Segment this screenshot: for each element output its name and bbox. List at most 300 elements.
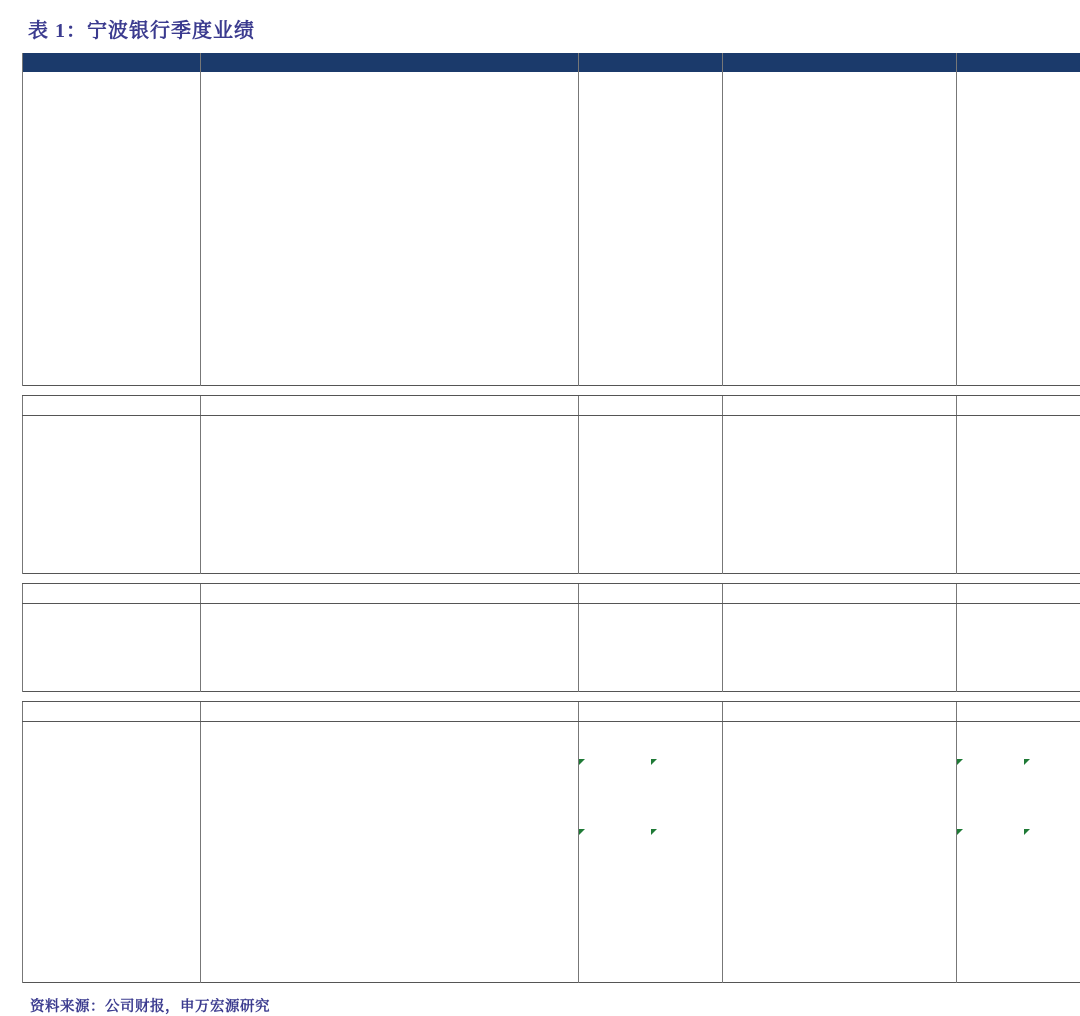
cell-h-change-0 <box>957 89 1024 106</box>
cell-2Q18 <box>516 159 579 176</box>
table-row <box>23 281 1080 298</box>
col-header-q-qoq-0 <box>579 53 651 72</box>
cell-2H17 <box>801 451 879 468</box>
cell-h-change-0 <box>957 281 1024 298</box>
cell-1H18 <box>879 486 957 503</box>
cell-1H17 <box>723 142 801 159</box>
cell-1Q17 <box>201 555 264 573</box>
cell-1Q17 <box>201 878 264 895</box>
cell-1Q18 <box>453 263 516 280</box>
cell-q-change-0 <box>579 638 651 655</box>
cell-1Q18 <box>453 229 516 246</box>
cell-q-change-0 <box>579 433 651 450</box>
cell-h-change-1 <box>1024 520 1080 537</box>
cell-1Q17 <box>201 333 264 350</box>
cell-3Q17 <box>327 246 390 263</box>
cell-1H18 <box>879 416 957 434</box>
cell-1H18 <box>879 808 957 825</box>
cell-2Q17 <box>264 555 327 573</box>
cell-h-change-0 <box>957 930 1024 947</box>
cell-q-change-0 <box>579 948 651 965</box>
cell-2Q18 <box>516 656 579 673</box>
cell-2Q18 <box>516 433 579 450</box>
col-header-h-hoh-0 <box>957 701 1024 721</box>
cell-4Q17 <box>390 298 453 315</box>
cell-q-change-1 <box>651 895 723 912</box>
cell-4Q17 <box>390 315 453 332</box>
table-row <box>23 159 1080 176</box>
cell-2H17 <box>801 142 879 159</box>
cell-2Q17 <box>264 368 327 386</box>
cell-2H17 <box>801 965 879 983</box>
cell-2Q18 <box>516 895 579 912</box>
cell-2H17 <box>801 486 879 503</box>
cell-q-change-1 <box>651 878 723 895</box>
cell-4Q17 <box>390 878 453 895</box>
cell-2Q18 <box>516 756 579 773</box>
table-row <box>23 538 1080 555</box>
cell-4Q17 <box>390 89 453 106</box>
cell-q-change-0 <box>579 673 651 691</box>
cell-q-change-1 <box>651 468 723 485</box>
cell-2Q17 <box>264 246 327 263</box>
cell-2H17 <box>801 895 879 912</box>
cell-3Q17 <box>327 843 390 860</box>
cell-4Q17 <box>390 843 453 860</box>
cell-1H17 <box>723 433 801 450</box>
cell-4Q17 <box>390 229 453 246</box>
cell-q-change-1 <box>651 538 723 555</box>
row-label <box>23 538 201 555</box>
row-label <box>23 468 201 485</box>
cell-1H18 <box>879 603 957 621</box>
cell-4Q17 <box>390 451 453 468</box>
cell-1Q17 <box>201 739 264 756</box>
cell-q-change-0 <box>579 721 651 739</box>
cell-h-change-0 <box>957 368 1024 386</box>
cell-q-change-1 <box>651 503 723 520</box>
cell-3Q17 <box>327 826 390 843</box>
cell-1H17 <box>723 333 801 350</box>
cell-h-change-0 <box>957 176 1024 193</box>
cell-q-change-1 <box>651 808 723 825</box>
cell-2H17 <box>801 416 879 434</box>
cell-1H18 <box>879 211 957 228</box>
cell-2Q18 <box>516 211 579 228</box>
cell-3Q17 <box>327 142 390 159</box>
cell-1Q17 <box>201 89 264 106</box>
cell-q-change-1 <box>651 965 723 983</box>
cell-1H17 <box>723 739 801 756</box>
col-header-1Q18 <box>453 583 516 603</box>
cell-2H17 <box>801 948 879 965</box>
col-header-h-hoh-0 <box>957 396 1024 416</box>
cell-2Q18 <box>516 281 579 298</box>
cell-2Q18 <box>516 861 579 878</box>
cell-1H17 <box>723 948 801 965</box>
table-row <box>23 229 1080 246</box>
cell-4Q17 <box>390 673 453 691</box>
cell-4Q17 <box>390 333 453 350</box>
cell-4Q17 <box>390 965 453 983</box>
row-label <box>23 774 201 791</box>
table-row <box>23 433 1080 450</box>
row-label <box>23 948 201 965</box>
cell-1Q17 <box>201 721 264 739</box>
cell-h-change-0 <box>957 433 1024 450</box>
cell-q-change-1 <box>651 263 723 280</box>
cell-1H17 <box>723 124 801 141</box>
cell-1H17 <box>723 89 801 106</box>
cell-h-change-1 <box>1024 298 1080 315</box>
table-row <box>23 451 1080 468</box>
cell-3Q17 <box>327 211 390 228</box>
cell-1H18 <box>879 791 957 808</box>
cell-4Q17 <box>390 930 453 947</box>
table-row <box>23 124 1080 141</box>
cell-1H18 <box>879 555 957 573</box>
cell-1Q17 <box>201 211 264 228</box>
row-label <box>23 416 201 434</box>
cell-h-change-0 <box>957 555 1024 573</box>
cell-q-change-0 <box>579 468 651 485</box>
cell-2H17 <box>801 107 879 124</box>
cell-1H18 <box>879 895 957 912</box>
cell-h-change-1 <box>1024 555 1080 573</box>
cell-1Q18 <box>453 503 516 520</box>
cell-3Q17 <box>327 861 390 878</box>
cell-2Q18 <box>516 451 579 468</box>
cell-1Q17 <box>201 263 264 280</box>
cell-q-change-1 <box>651 281 723 298</box>
cell-2H17 <box>801 621 879 638</box>
row-label <box>23 739 201 756</box>
source-note: 资料来源：公司财报，申万宏源研究 <box>22 983 1058 1016</box>
row-label <box>23 350 201 367</box>
row-label <box>23 808 201 825</box>
cell-3Q17 <box>327 774 390 791</box>
cell-1Q18 <box>453 965 516 983</box>
cell-h-change-1 <box>1024 930 1080 947</box>
cell-1H17 <box>723 538 801 555</box>
table-row <box>23 948 1080 965</box>
cell-1H17 <box>723 603 801 621</box>
cell-1H17 <box>723 368 801 386</box>
cell-q-change-1 <box>651 333 723 350</box>
cell-h-change-0 <box>957 808 1024 825</box>
cell-3Q17 <box>327 739 390 756</box>
cell-1H17 <box>723 930 801 947</box>
cell-h-change-0 <box>957 948 1024 965</box>
row-label <box>23 451 201 468</box>
cell-1Q18 <box>453 298 516 315</box>
cell-2Q18 <box>516 808 579 825</box>
cell-1Q17 <box>201 520 264 537</box>
cell-2Q17 <box>264 913 327 930</box>
section-header-label <box>23 53 201 72</box>
cell-1Q18 <box>453 774 516 791</box>
cell-2Q18 <box>516 965 579 983</box>
cell-1Q17 <box>201 843 264 860</box>
cell-q-change-1 <box>651 948 723 965</box>
cell-q-change-1 <box>651 621 723 638</box>
table-row <box>23 246 1080 263</box>
cell-3Q17 <box>327 350 390 367</box>
cell-1Q17 <box>201 826 264 843</box>
cell-1H18 <box>879 176 957 193</box>
cell-1Q17 <box>201 315 264 332</box>
cell-2Q18 <box>516 791 579 808</box>
cell-1H18 <box>879 913 957 930</box>
col-header-1Q18 <box>453 396 516 416</box>
cell-h-change-0 <box>957 739 1024 756</box>
cell-q-change-0 <box>579 211 651 228</box>
cell-1Q18 <box>453 555 516 573</box>
cell-1Q17 <box>201 791 264 808</box>
col-header-q-yoy-1 <box>651 53 723 72</box>
cell-1H18 <box>879 72 957 89</box>
cell-2H17 <box>801 843 879 860</box>
cell-2Q18 <box>516 948 579 965</box>
cell-h-change-1 <box>1024 451 1080 468</box>
cell-1Q17 <box>201 930 264 947</box>
cell-1Q18 <box>453 333 516 350</box>
cell-q-change-1 <box>651 211 723 228</box>
cell-h-change-0 <box>957 603 1024 621</box>
cell-2H17 <box>801 808 879 825</box>
col-header-1H17 <box>723 53 801 72</box>
cell-2Q18 <box>516 826 579 843</box>
table-row <box>23 142 1080 159</box>
cell-2H17 <box>801 433 879 450</box>
col-header-4Q17 <box>390 583 453 603</box>
section-header-balance-sheet <box>23 396 1080 416</box>
cell-1H18 <box>879 721 957 739</box>
cell-4Q17 <box>390 948 453 965</box>
cell-q-change-0 <box>579 333 651 350</box>
cell-h-change-1 <box>1024 159 1080 176</box>
cell-3Q17 <box>327 878 390 895</box>
cell-1Q17 <box>201 538 264 555</box>
cell-1H17 <box>723 808 801 825</box>
cell-4Q17 <box>390 246 453 263</box>
row-label <box>23 72 201 89</box>
cell-h-change-0 <box>957 503 1024 520</box>
cell-3Q17 <box>327 298 390 315</box>
row-label <box>23 638 201 655</box>
cell-4Q17 <box>390 913 453 930</box>
cell-1Q17 <box>201 159 264 176</box>
cell-1Q17 <box>201 948 264 965</box>
cell-4Q17 <box>390 176 453 193</box>
row-label <box>23 368 201 386</box>
cell-1H17 <box>723 159 801 176</box>
col-header-1H18 <box>879 53 957 72</box>
cell-2Q18 <box>516 142 579 159</box>
cell-1H18 <box>879 638 957 655</box>
cell-q-change-0 <box>579 451 651 468</box>
table-row <box>23 263 1080 280</box>
cell-q-change-1 <box>651 176 723 193</box>
cell-3Q17 <box>327 433 390 450</box>
cell-1Q17 <box>201 603 264 621</box>
cell-4Q17 <box>390 721 453 739</box>
row-label <box>23 913 201 930</box>
cell-1H18 <box>879 673 957 691</box>
cell-1H18 <box>879 843 957 860</box>
cell-h-change-0 <box>957 298 1024 315</box>
col-header-3Q17 <box>327 53 390 72</box>
cell-q-change-1 <box>651 246 723 263</box>
cell-h-change-1 <box>1024 948 1080 965</box>
cell-2H17 <box>801 756 879 773</box>
cell-q-change-0 <box>579 368 651 386</box>
cell-1H17 <box>723 315 801 332</box>
cell-h-change-0 <box>957 826 1024 843</box>
cell-2Q17 <box>264 520 327 537</box>
cell-h-change-0 <box>957 520 1024 537</box>
cell-2Q17 <box>264 416 327 434</box>
cell-4Q17 <box>390 538 453 555</box>
cell-h-change-0 <box>957 673 1024 691</box>
cell-h-change-1 <box>1024 895 1080 912</box>
row-label <box>23 263 201 280</box>
cell-2Q17 <box>264 503 327 520</box>
cell-q-change-0 <box>579 124 651 141</box>
cell-3Q17 <box>327 656 390 673</box>
table-row <box>23 107 1080 124</box>
cell-1Q18 <box>453 843 516 860</box>
cell-1H17 <box>723 176 801 193</box>
cell-2H17 <box>801 656 879 673</box>
col-header-h-yoy-1 <box>1024 396 1080 416</box>
table-row <box>23 89 1080 106</box>
cell-q-change-1 <box>651 107 723 124</box>
col-header-h-hoh-0 <box>957 583 1024 603</box>
row-label <box>23 555 201 573</box>
cell-1Q18 <box>453 638 516 655</box>
cell-q-change-0 <box>579 159 651 176</box>
cell-1Q18 <box>453 315 516 332</box>
section-spacer <box>23 574 1080 584</box>
cell-q-change-1 <box>651 656 723 673</box>
cell-q-change-1 <box>651 142 723 159</box>
cell-1Q17 <box>201 433 264 450</box>
table-row <box>23 756 1080 773</box>
cell-3Q17 <box>327 791 390 808</box>
col-header-1Q17 <box>201 53 264 72</box>
cell-3Q17 <box>327 721 390 739</box>
cell-1Q18 <box>453 520 516 537</box>
cell-h-change-1 <box>1024 72 1080 89</box>
row-label <box>23 124 201 141</box>
row-label <box>23 930 201 947</box>
cell-h-change-0 <box>957 913 1024 930</box>
cell-3Q17 <box>327 638 390 655</box>
cell-1H18 <box>879 159 957 176</box>
cell-2H17 <box>801 503 879 520</box>
table-row <box>23 673 1080 691</box>
cell-2Q17 <box>264 843 327 860</box>
cell-4Q17 <box>390 107 453 124</box>
cell-2H17 <box>801 333 879 350</box>
table-row <box>23 656 1080 673</box>
cell-1H17 <box>723 621 801 638</box>
cell-2Q17 <box>264 948 327 965</box>
cell-q-change-0 <box>579 774 651 791</box>
cell-1Q18 <box>453 89 516 106</box>
cell-3Q17 <box>327 965 390 983</box>
cell-1H18 <box>879 89 957 106</box>
table-row <box>23 194 1080 211</box>
cell-h-change-1 <box>1024 621 1080 638</box>
cell-4Q17 <box>390 194 453 211</box>
col-header-3Q17 <box>327 396 390 416</box>
cell-h-change-1 <box>1024 281 1080 298</box>
cell-q-change-1 <box>651 739 723 756</box>
cell-1Q18 <box>453 194 516 211</box>
cell-h-change-0 <box>957 878 1024 895</box>
cell-1H18 <box>879 350 957 367</box>
cell-h-change-0 <box>957 142 1024 159</box>
cell-2H17 <box>801 159 879 176</box>
cell-2H17 <box>801 350 879 367</box>
cell-h-change-0 <box>957 895 1024 912</box>
cell-h-change-1 <box>1024 721 1080 739</box>
cell-2Q17 <box>264 194 327 211</box>
cell-2H17 <box>801 211 879 228</box>
cell-1Q18 <box>453 656 516 673</box>
row-label <box>23 826 201 843</box>
cell-h-change-0 <box>957 638 1024 655</box>
cell-1H17 <box>723 774 801 791</box>
cell-2Q17 <box>264 895 327 912</box>
row-label <box>23 721 201 739</box>
cell-2Q17 <box>264 229 327 246</box>
cell-2Q17 <box>264 756 327 773</box>
cell-1H17 <box>723 486 801 503</box>
cell-h-change-0 <box>957 721 1024 739</box>
cell-q-change-0 <box>579 656 651 673</box>
cell-h-change-1 <box>1024 603 1080 621</box>
cell-3Q17 <box>327 538 390 555</box>
cell-q-change-0 <box>579 263 651 280</box>
cell-3Q17 <box>327 930 390 947</box>
cell-q-change-0 <box>579 246 651 263</box>
cell-3Q17 <box>327 89 390 106</box>
cell-1H17 <box>723 878 801 895</box>
row-label <box>23 656 201 673</box>
cell-1H17 <box>723 107 801 124</box>
table-row <box>23 843 1080 860</box>
cell-2Q17 <box>264 72 327 89</box>
cell-2Q18 <box>516 721 579 739</box>
cell-1Q18 <box>453 673 516 691</box>
cell-1H17 <box>723 350 801 367</box>
cell-2Q17 <box>264 739 327 756</box>
cell-3Q17 <box>327 503 390 520</box>
col-header-q-yoy-1 <box>651 583 723 603</box>
cell-2H17 <box>801 930 879 947</box>
cell-1H17 <box>723 895 801 912</box>
cell-1H17 <box>723 298 801 315</box>
table-row <box>23 638 1080 655</box>
cell-h-change-0 <box>957 774 1024 791</box>
cell-2H17 <box>801 229 879 246</box>
cell-2Q18 <box>516 739 579 756</box>
cell-1H18 <box>879 263 957 280</box>
cell-h-change-0 <box>957 211 1024 228</box>
